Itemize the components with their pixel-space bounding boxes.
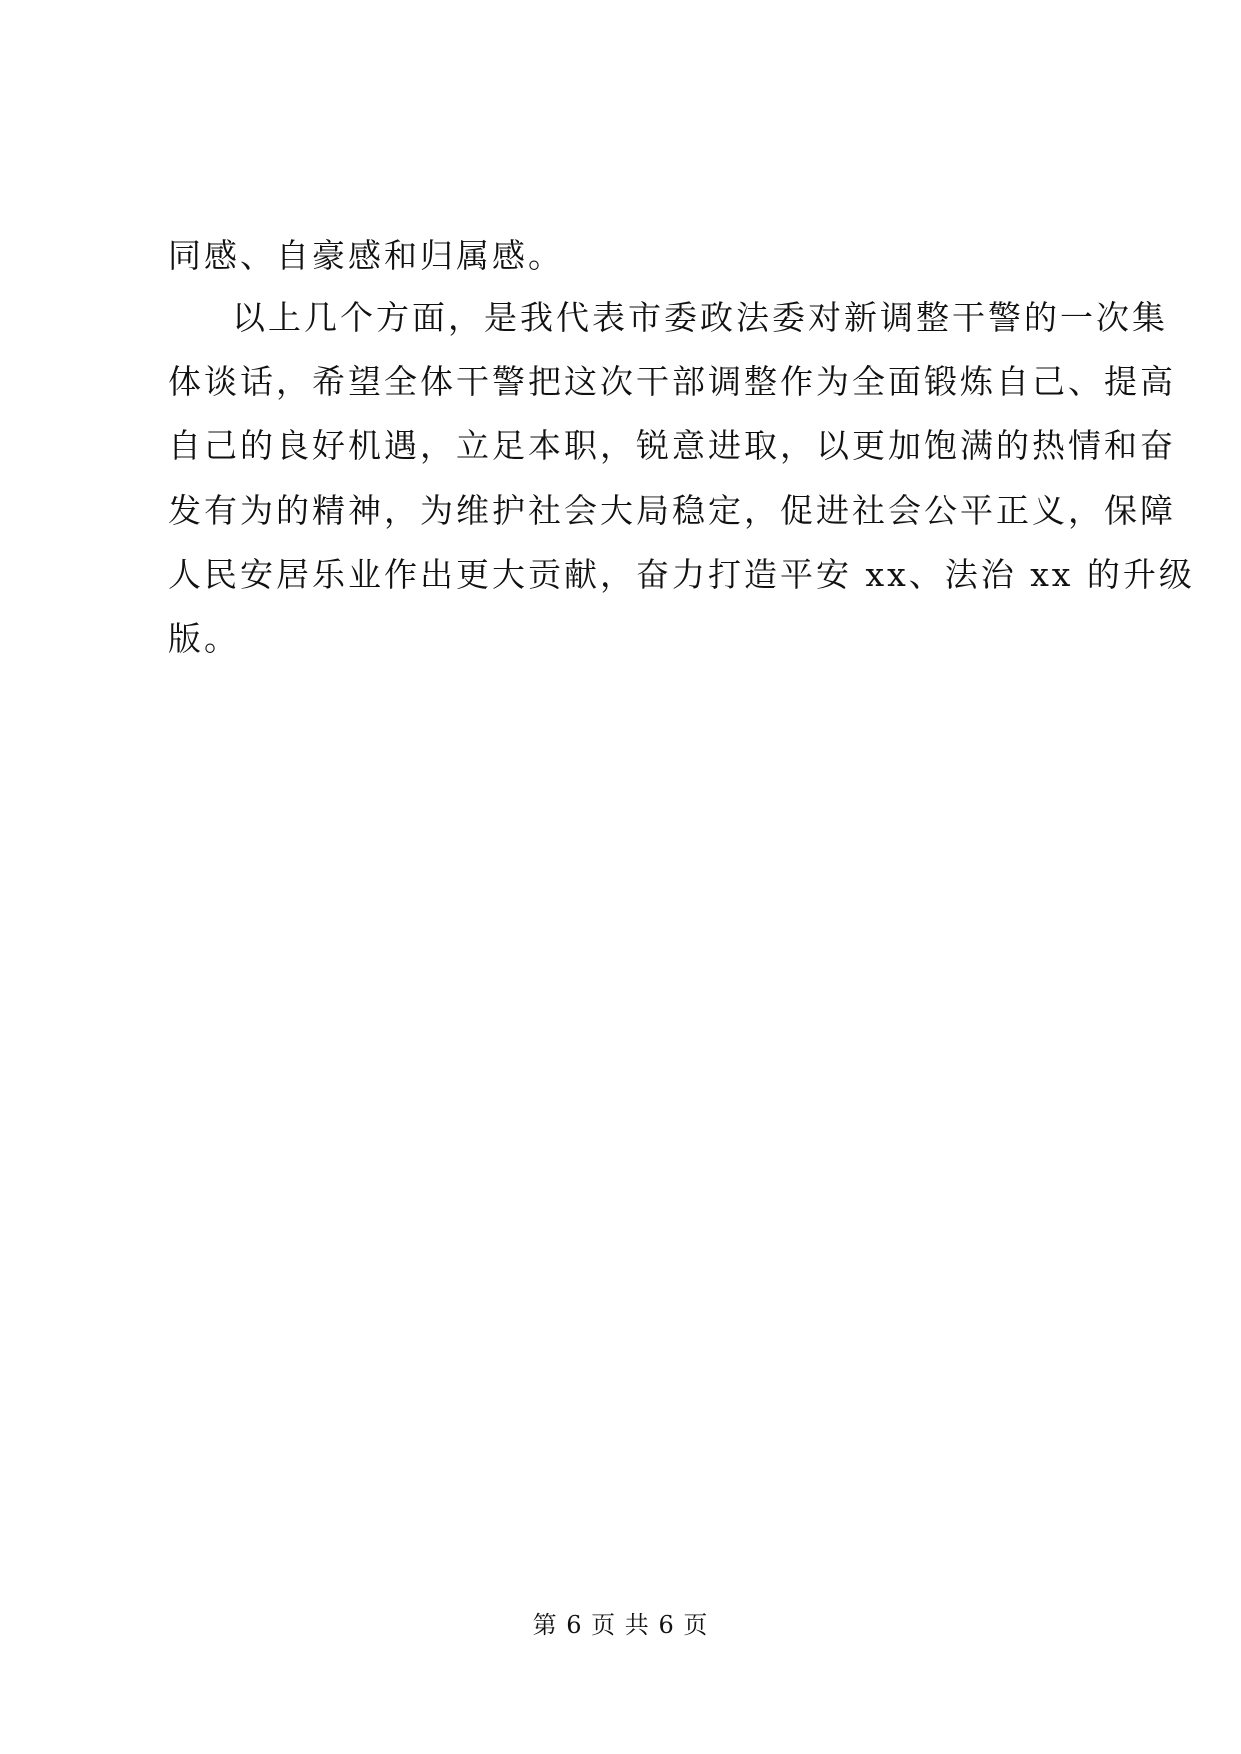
body-line-7: 版。 (168, 619, 240, 658)
body-line-1: 同感、自豪感和归属感。 (168, 236, 564, 275)
page-footer: 第 6 页 共 6 页 (532, 1611, 709, 1639)
body-line-4: 自己的良好机遇，立足本职，锐意进取，以更加饱满的热情和奋 (168, 426, 1176, 465)
body-line-5: 发有为的精神，为维护社会大局稳定，促进社会公平正义，保障 (168, 491, 1176, 530)
body-line-2: 以上几个方面，是我代表市委政法委对新调整干警的一次集 (232, 298, 1168, 337)
body-line-3: 体谈话，希望全体干警把这次干部调整作为全面锻炼自己、提高 (168, 362, 1176, 401)
body-line-6: 人民安居乐业作出更大贡献，奋力打造平安 xx、法治 xx 的升级 (168, 555, 1195, 594)
